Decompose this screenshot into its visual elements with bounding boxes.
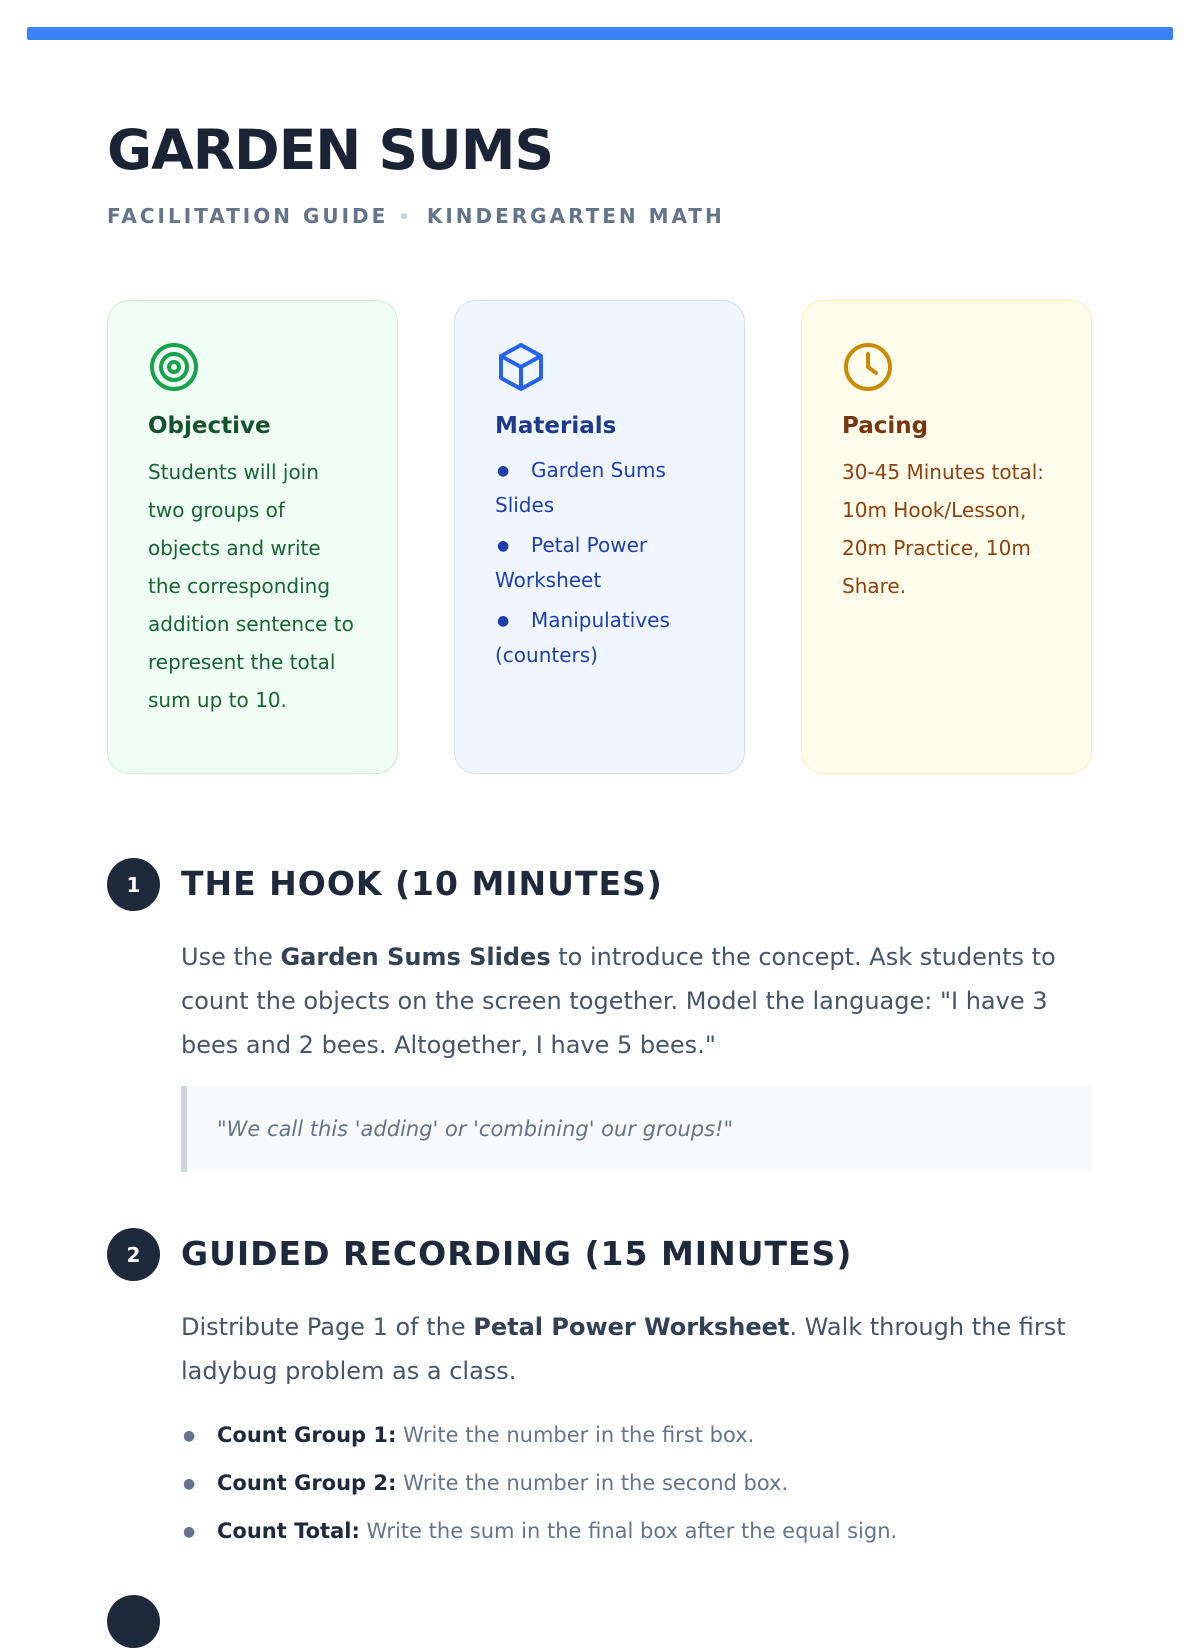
next-step-badge	[107, 1595, 160, 1648]
step-number-badge: 2	[107, 1228, 160, 1281]
subtitle-grade: KINDERGARTEN MATH	[426, 204, 725, 228]
materials-item: ● Garden Sums Slides	[495, 458, 666, 517]
subtitle-separator: •	[398, 207, 413, 228]
pacing-text: 30-45 Minutes total: 10m Hook/Lesson, 20m Practice, 10m Share.	[842, 460, 1045, 598]
clock-icon	[842, 341, 894, 393]
objective-card	[107, 300, 398, 774]
materials-title: Materials	[495, 413, 617, 439]
list-item: ● Count Group 2: Write the number in the second box.	[183, 1471, 789, 1495]
cube-icon	[495, 341, 547, 393]
top-accent-bar	[27, 27, 1173, 40]
pacing-card	[801, 300, 1092, 774]
list-item: ● Count Group 1: Write the number in the first box.	[183, 1423, 755, 1447]
subtitle-guide: FACILITATION GUIDE	[107, 204, 389, 228]
page-subtitle	[107, 204, 725, 228]
step-title: GUIDED RECORDING (15 MINUTES)	[181, 1234, 853, 1273]
step-number-badge: 1	[107, 858, 160, 911]
page-title: GARDEN SUMS	[107, 118, 554, 182]
step-quote: "We call this 'adding' or 'combining' our groups!"	[181, 1086, 1093, 1172]
step-body: Use the Garden Sums Slides to introduce the concept. Ask students to count the objects on the screen together. Model the language: "I have 3 bees and 2 bees. Altogether, I have 5 bees."	[181, 943, 1056, 1059]
pacing-title: Pacing	[842, 413, 929, 439]
objective-text: Students will join two groups of objects and write the corresponding addition sentence to represent the total sum up to 10.	[148, 460, 354, 712]
step-bullet-list	[181, 1412, 1093, 1556]
materials-list	[495, 453, 704, 672]
step-body: Distribute Page 1 of the Petal Power Worksheet. Walk through the first ladybug problem as a class.	[181, 1313, 1066, 1385]
objective-title: Objective	[148, 413, 271, 439]
materials-card	[454, 300, 745, 774]
list-item: ● Count Total: Write the sum in the final box after the equal sign.	[183, 1519, 898, 1543]
materials-item: ● Manipulatives (counters)	[495, 608, 670, 667]
step-title: THE HOOK (10 MINUTES)	[181, 864, 663, 903]
target-icon	[148, 341, 200, 393]
materials-item: ● Petal Power Worksheet	[495, 533, 648, 592]
